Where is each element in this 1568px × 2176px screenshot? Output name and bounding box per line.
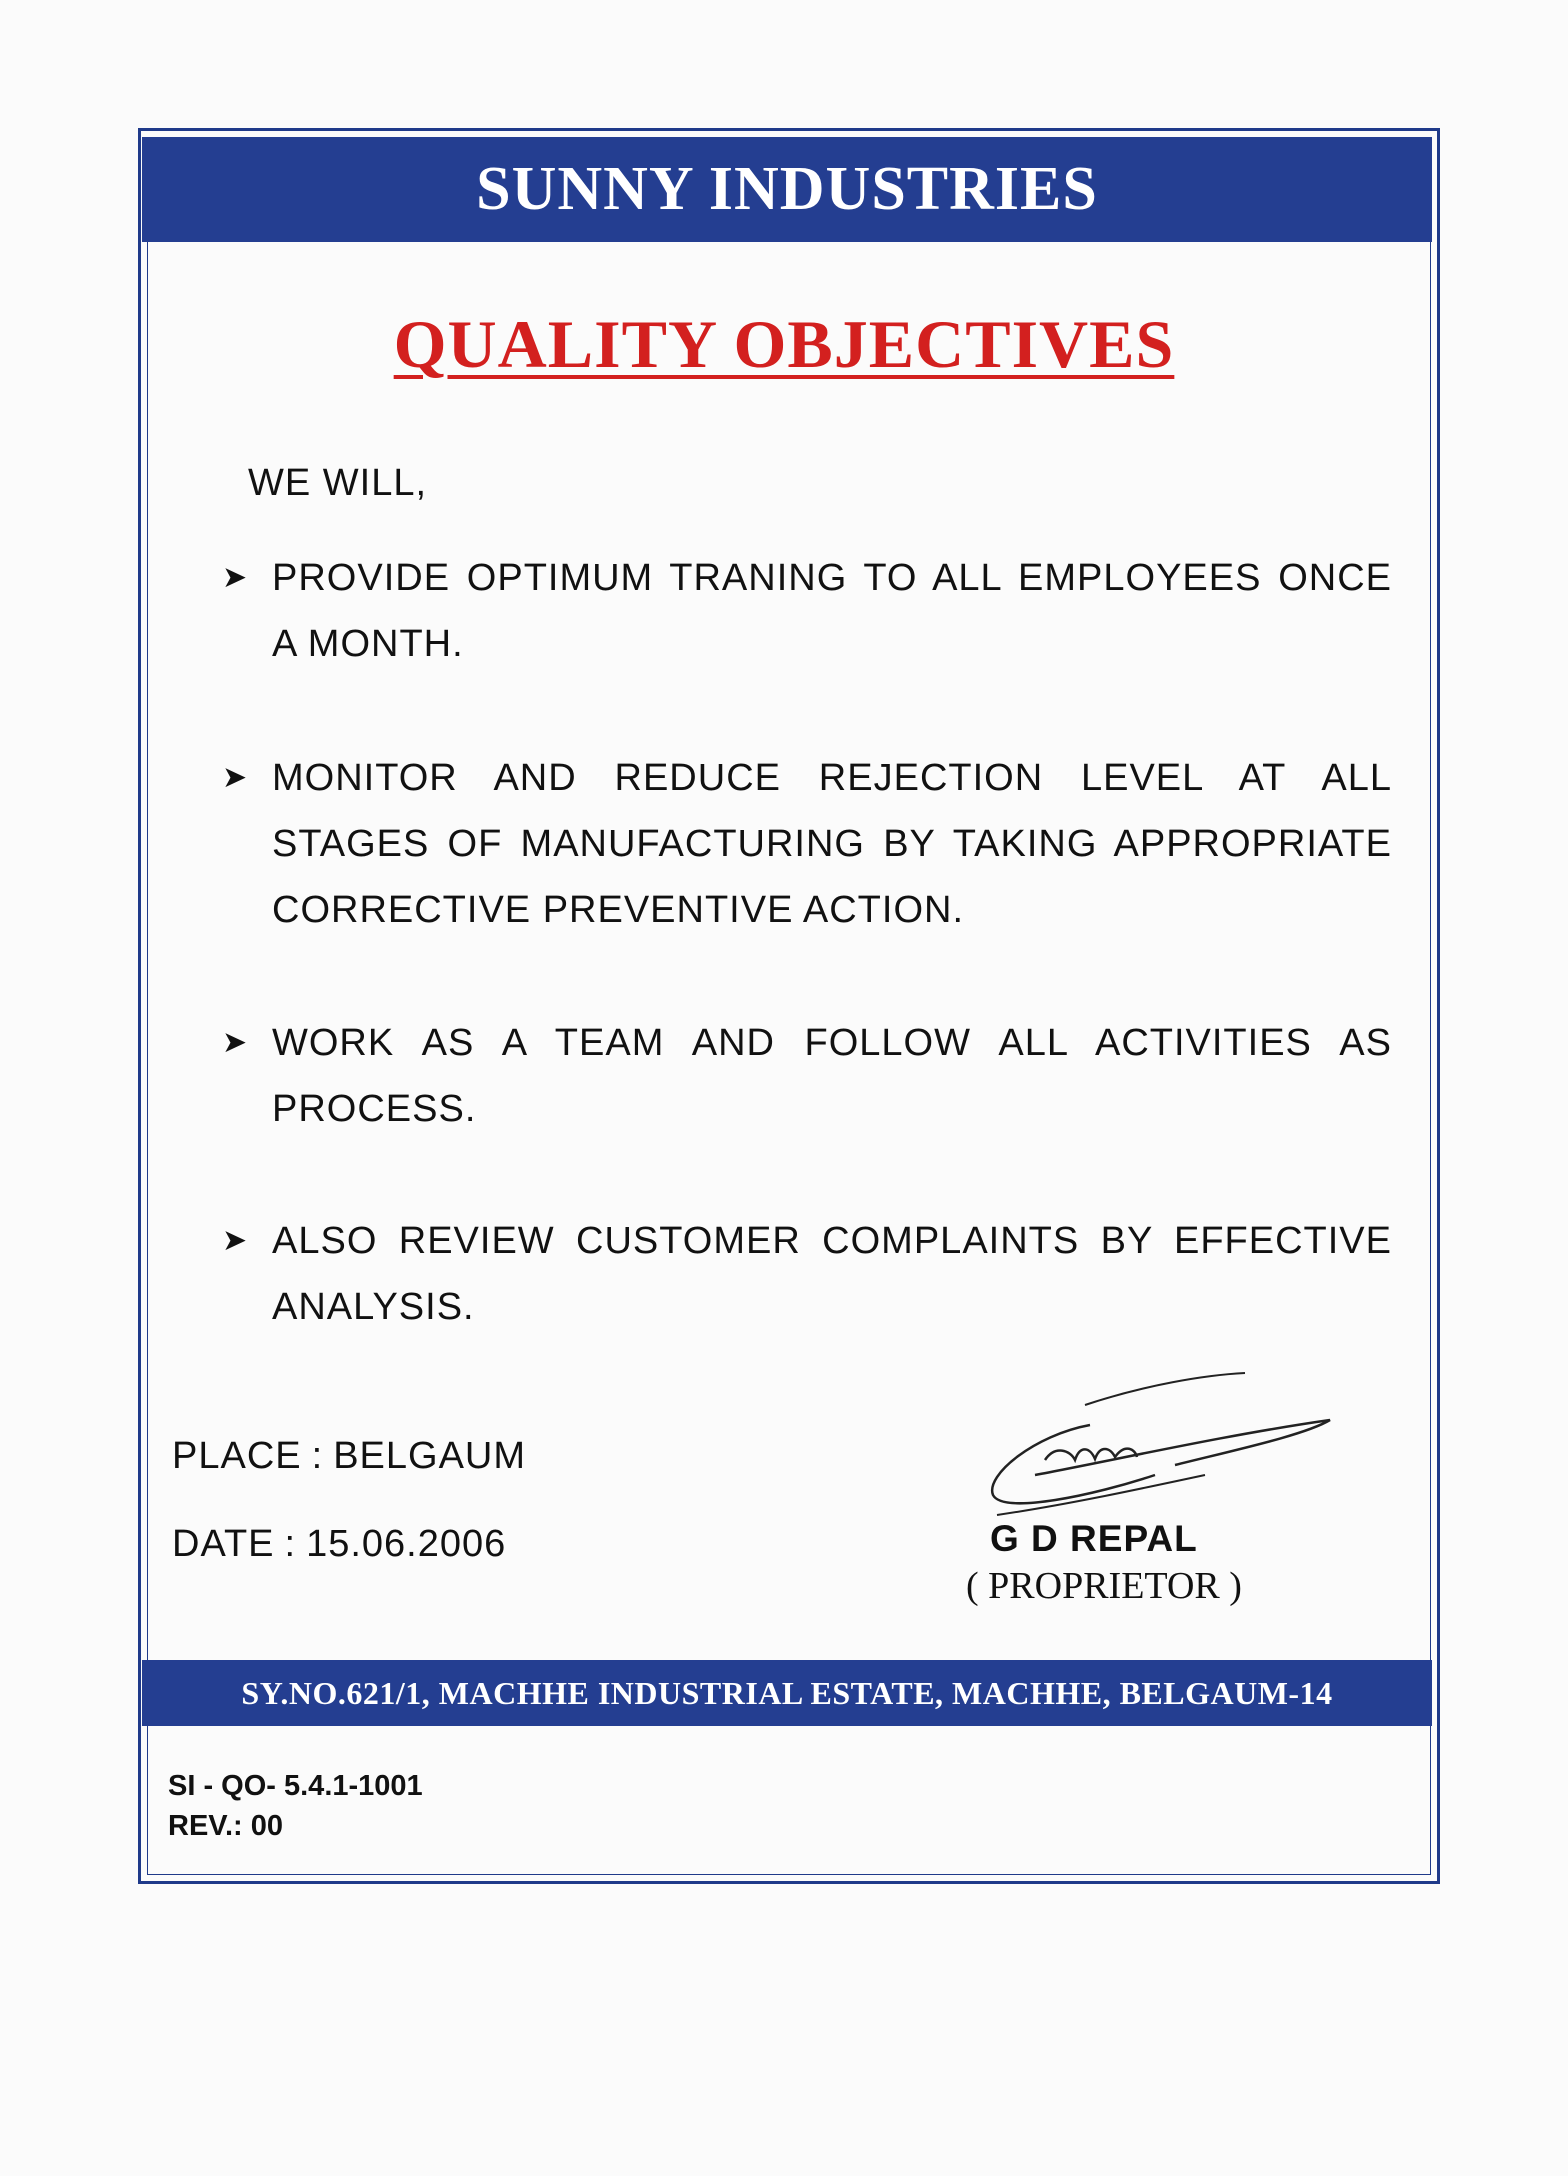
arrowhead-bullet-icon: ➤ xyxy=(222,761,248,794)
place-label: PLACE xyxy=(172,1435,302,1477)
date-value: 15.06.2006 xyxy=(306,1523,507,1565)
company-address: SY.NO.621/1, MACHHE INDUSTRIAL ESTATE, MACHHE, BELGAUM-14 xyxy=(241,1674,1333,1711)
signatory-name: G D REPAL xyxy=(990,1518,1198,1559)
objective-item xyxy=(222,745,1392,943)
document-code: SI - QO- 5.4.1-1001 xyxy=(168,1770,423,1802)
objective-text: WORK AS A TEAM AND FOLLOW ALL ACTIVITIES AS PROCESS. xyxy=(272,1022,1392,1130)
header-band xyxy=(142,137,1432,242)
objective-item xyxy=(222,1010,1392,1142)
objective-item xyxy=(222,545,1392,677)
arrowhead-bullet-icon: ➤ xyxy=(222,1224,248,1257)
date-line: DATE : 15.06.2006 xyxy=(172,1523,507,1565)
document-revision: REV.: 00 xyxy=(168,1810,283,1842)
document-inner-border xyxy=(147,137,1431,1875)
objective-text: PROVIDE OPTIMUM TRANING TO ALL EMPLOYEES ONCE A MONTH. xyxy=(272,557,1392,665)
objective-text: MONITOR AND REDUCE REJECTION LEVEL AT ALL STAGES OF MANUFACTURING BY TAKING APPROPRIATE CORRECTIVE PREVENTIVE ACTION. xyxy=(272,757,1392,931)
arrowhead-bullet-icon: ➤ xyxy=(222,561,248,594)
document-title: QUALITY OBJECTIVES xyxy=(393,306,1175,382)
date-label: DATE xyxy=(172,1523,275,1565)
company-name: SUNNY INDUSTRIES xyxy=(476,155,1098,223)
objective-text: ALSO REVIEW CUSTOMER COMPLAINTS BY EFFECTIVE ANALYSIS. xyxy=(272,1220,1392,1328)
arrowhead-bullet-icon: ➤ xyxy=(222,1026,248,1059)
footer-band xyxy=(142,1660,1432,1726)
objective-item xyxy=(222,1208,1392,1340)
document-border xyxy=(138,128,1440,1884)
place-value: BELGAUM xyxy=(333,1435,527,1477)
intro-text: WE WILL, xyxy=(248,462,428,504)
place-line: PLACE : BELGAUM xyxy=(172,1435,527,1477)
handwritten-signature xyxy=(975,1365,1335,1530)
signatory-title: ( PROPRIETOR ) xyxy=(966,1565,1242,1607)
